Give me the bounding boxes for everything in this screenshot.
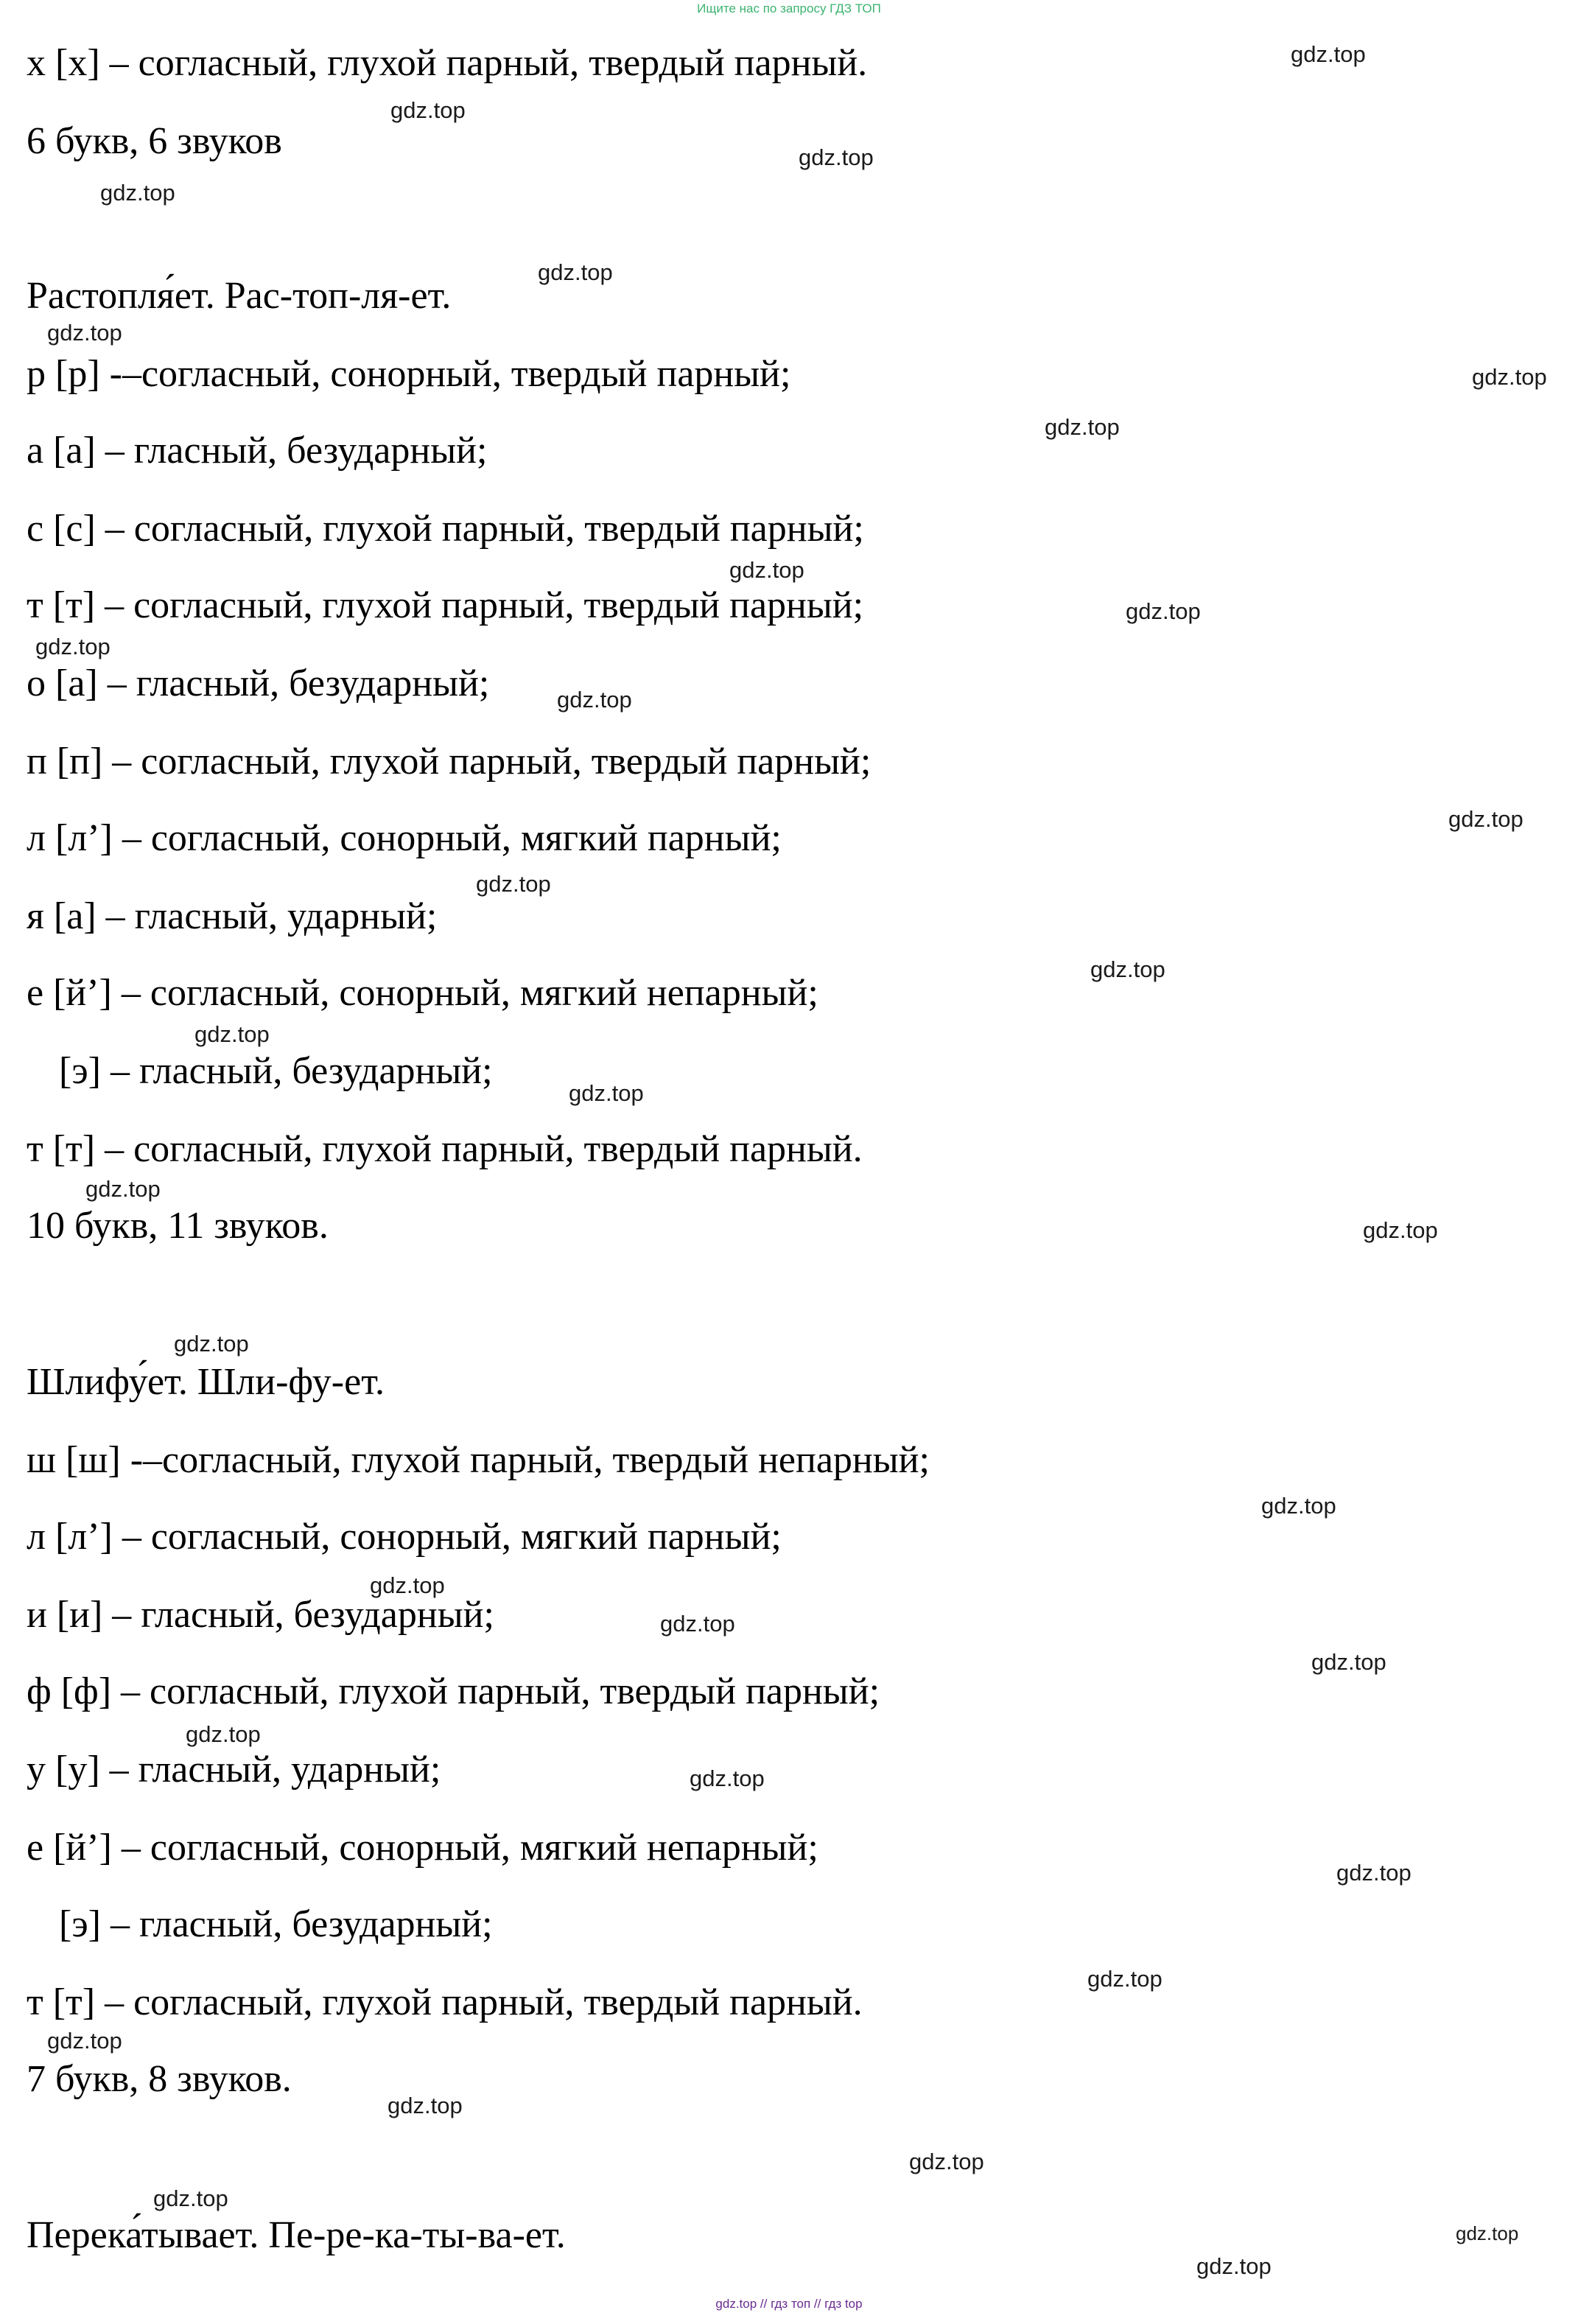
watermark: gdz.top xyxy=(153,2185,228,2211)
watermark: gdz.top xyxy=(85,1176,161,1202)
watermark: gdz.top xyxy=(370,1572,445,1598)
watermark: gdz.top xyxy=(174,1331,249,1357)
word-heading: Перека́тывает. Пе-ре-ка-ты-ва-ет. xyxy=(27,2214,566,2256)
text-line: 7 букв, 8 звуков. xyxy=(27,2058,292,2100)
watermark: gdz.top xyxy=(194,1021,270,1047)
text-line: 6 букв, 6 звуков xyxy=(27,120,282,162)
text-line: т [т] – согласный, глухой парный, твердый парный. xyxy=(27,1128,863,1170)
watermark: gdz.top xyxy=(1336,1860,1412,1886)
text-line: а [а] – гласный, безударный; xyxy=(27,430,488,472)
watermark: gdz.top xyxy=(1196,2253,1272,2279)
watermark: gdz.top xyxy=(690,1765,765,1791)
word-heading: Растопля́ет. Рас-топ-ля-ет. xyxy=(27,275,452,317)
text-line: х [х] – согласный, глухой парный, твердый парный. xyxy=(27,42,868,84)
text-line: о [а] – гласный, безударный; xyxy=(27,662,490,704)
text-line: [э] – гласный, безударный; xyxy=(59,1903,493,1945)
watermark: gdz.top xyxy=(557,687,632,713)
text-line: е [й’] – согласный, сонорный, мягкий непарный; xyxy=(27,972,818,1014)
text-line: п [п] – согласный, глухой парный, твердый парный; xyxy=(27,741,872,783)
text-line: л [л’] – согласный, сонорный, мягкий парный; xyxy=(27,817,782,859)
watermark: gdz.top xyxy=(186,1721,261,1747)
text-line: е [й’] – согласный, сонорный, мягкий непарный; xyxy=(27,1827,818,1869)
text-line: у [у] – гласный, ударный; xyxy=(27,1749,441,1791)
watermark: gdz.top xyxy=(1448,806,1523,832)
watermark: gdz.top xyxy=(1311,1649,1386,1675)
text-line: с [с] – согласный, глухой парный, твердый парный; xyxy=(27,508,864,550)
text-line: р [р] -–согласный, сонорный, твердый парный; xyxy=(27,353,791,395)
text-line: 10 букв, 11 звуков. xyxy=(27,1205,329,1247)
text-line: и [и] – гласный, безударный; xyxy=(27,1594,494,1636)
text-line: я [а] – гласный, ударный; xyxy=(27,895,438,937)
word-heading: Шлифу́ет. Шли-фу-ет. xyxy=(27,1361,385,1403)
watermark: gdz.top xyxy=(1291,41,1366,67)
watermark: gdz.top xyxy=(1045,414,1120,440)
watermark: gdz.top xyxy=(35,634,111,659)
watermark: gdz.top xyxy=(538,259,613,285)
watermark: gdz.top xyxy=(1472,364,1547,390)
text-line: ш [ш] -–согласный, глухой парный, твердый непарный; xyxy=(27,1439,930,1481)
watermark: gdz.top xyxy=(1087,1966,1163,1992)
text-line: [э] – гласный, безударный; xyxy=(59,1050,493,1092)
watermark: gdz.top xyxy=(47,2028,122,2054)
text-line: т [т] – согласный, глухой парный, твердый парный; xyxy=(27,584,864,626)
watermark: gdz.top xyxy=(388,2093,463,2118)
watermark: gdz.top xyxy=(729,557,804,583)
text-line: ф [ф] – согласный, глухой парный, твердый парный; xyxy=(27,1670,880,1712)
watermark: gdz.top xyxy=(1090,956,1165,982)
watermark: gdz.top xyxy=(1456,2222,1519,2244)
watermark: gdz.top xyxy=(390,97,466,123)
watermark: gdz.top xyxy=(47,320,122,346)
watermark: gdz.top xyxy=(1261,1493,1336,1519)
text-line: л [л’] – согласный, сонорный, мягкий парный; xyxy=(27,1516,782,1558)
watermark: gdz.top xyxy=(1363,1217,1438,1243)
watermark: gdz.top xyxy=(799,144,874,170)
footer-watermark: gdz.top // гдз топ // гдз top xyxy=(715,2297,863,2311)
text-line: т [т] – согласный, глухой парный, твердый парный. xyxy=(27,1981,863,2023)
watermark: gdz.top xyxy=(909,2149,984,2174)
watermark: gdz.top xyxy=(660,1611,735,1637)
watermark: gdz.top xyxy=(100,180,175,206)
watermark: gdz.top xyxy=(1126,598,1201,624)
watermark: gdz.top xyxy=(476,871,551,897)
watermark: gdz.top xyxy=(569,1080,644,1106)
search-banner: Ищите нас по запросу ГДЗ ТОП xyxy=(697,1,881,15)
